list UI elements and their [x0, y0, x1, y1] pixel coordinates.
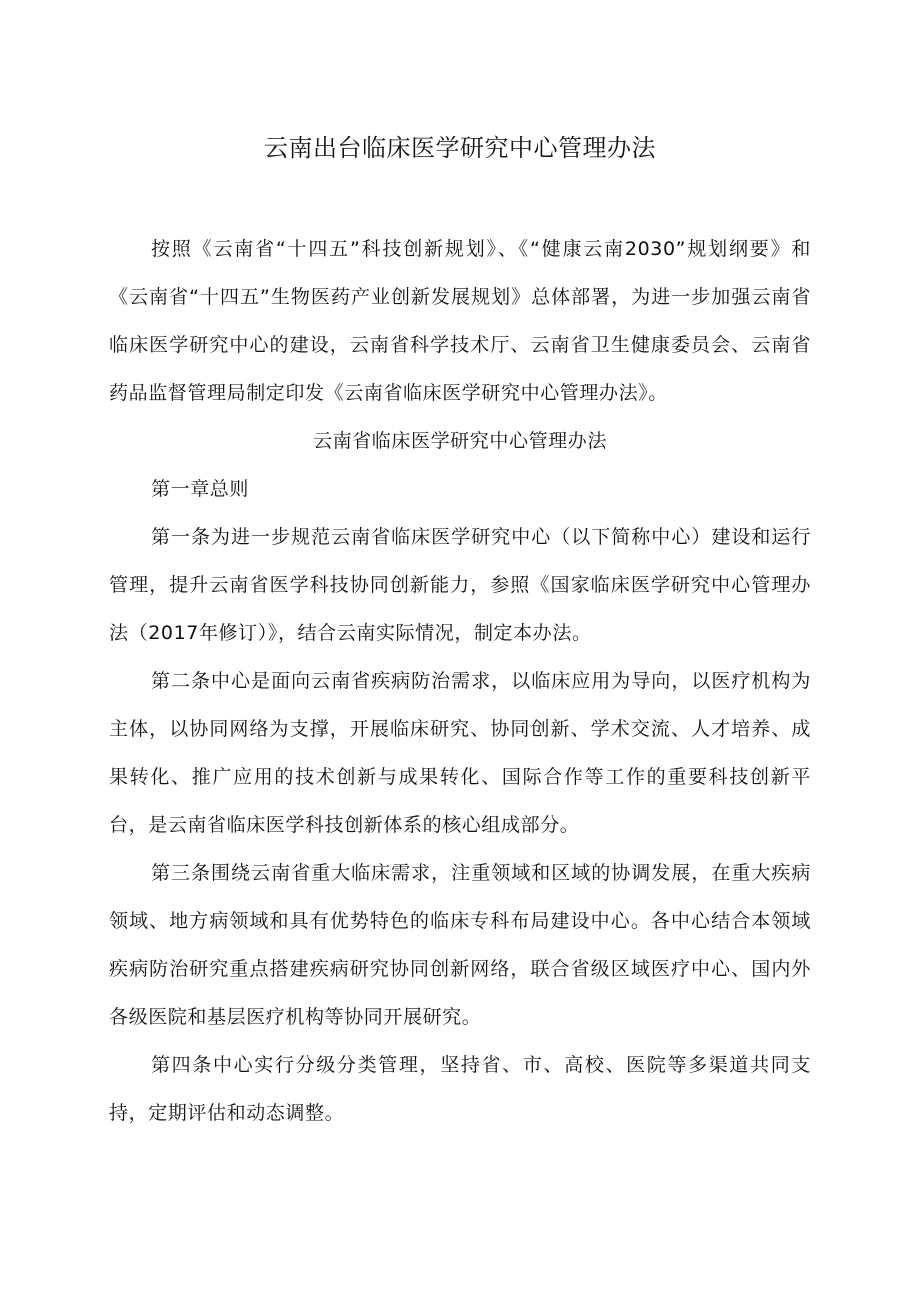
article-3: 第三条围绕云南省重大临床需求，注重领域和区域的协调发展，在重大疾病领域、地方病领域和具有优势特色的临床专科布局建设中心。各中心结合本领域疾病防治研究重点搭建疾病研究协同创新网络，联合省级区域医疗中心、国内外各级医院和基层医疗机构等协同开展研究。	[109, 862, 811, 1028]
article-2: 第二条中心是面向云南省疾病防治需求，以临床应用为导向，以医疗机构为主体，以协同网络为支撑，开展临床研究、协同创新、学术交流、人才培养、成果转化、推广应用的技术创新与成果转化、国际合作等工作的重要科技创新平台，是云南省临床医学科技创新体系的核心组成部分。	[109, 670, 811, 836]
article-4: 第四条中心实行分级分类管理，坚持省、市、高校、医院等多渠道共同支持，定期评估和动态调整。	[109, 1054, 811, 1124]
article-1: 第一条为进一步规范云南省临床医学研究中心（以下简称中心）建设和运行管理，提升云南省医学科技协同创新能力，参照《国家临床医学研究中心管理办法（2017年修订）》，结合云南实际情况，制定本办法。	[109, 526, 811, 644]
intro-paragraph: 按照《云南省“十四五”科技创新规划》、《“健康云南2030”规划纲要》和《云南省“十四五”生物医药产业创新发展规划》总体部署，为进一步加强云南省临床医学研究中心的建设，云南省科学技术厅、云南省卫生健康委员会、云南省药品监督管理局制定印发《云南省临床医学研究中心管理办法》。	[109, 238, 811, 404]
document-title: 云南出台临床医学研究中心管理办法	[264, 134, 656, 162]
chapter-heading: 第一章总则	[151, 478, 250, 500]
document-body	[109, 225, 811, 1137]
regulation-title: 云南省临床医学研究中心管理办法	[312, 430, 607, 452]
